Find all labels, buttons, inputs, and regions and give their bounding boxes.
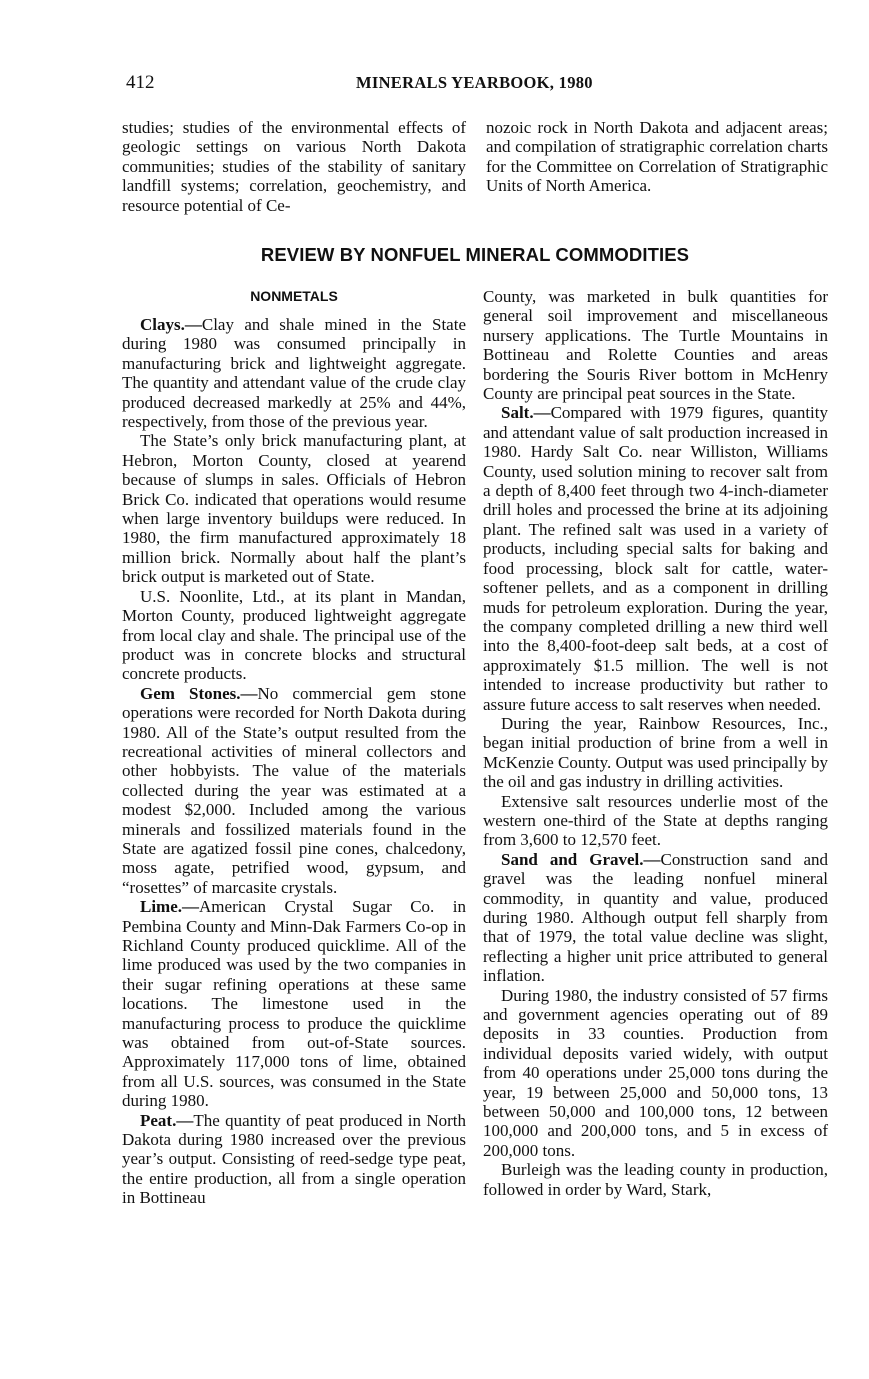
- intro-right-column: [486, 118, 828, 196]
- paragraph-text: During the year, Rainbow Resources, Inc., began initial production of brine from a well in McKenzie County. Output was used principally by the oil and gas industry in drilling activities.: [483, 713, 828, 792]
- paragraph-lead: Lime.—: [140, 897, 200, 917]
- intro-left-paragraph: studies; studies of the environmental effects of geologic settings on various North Dakota communities; studies of the stability of sanitary landfill systems; correlation, geochemistry, and resource potential of Ce-: [122, 118, 466, 215]
- paragraph-text: American Crystal Sugar Co. in Pembina County and Minn-Dak Farmers Co-op in Richland County produced quicklime. All of the lime produced was used by the two companies in their sugar refining operations at these same locations. The limestone used in the manufacturing process to produce the quicklime was obtained from out-of-State sources. Approximately 117,000 tons of lime, obtained from all U.S. sources, was consumed in the State during 1980.: [122, 897, 466, 1111]
- subsection-heading: NONMETALS: [250, 288, 338, 304]
- paragraph-burleigh: [483, 1160, 828, 1199]
- paragraph-lead: Salt.—: [501, 403, 551, 423]
- intro-left-column: [122, 118, 466, 215]
- paragraph-salt: [483, 403, 828, 714]
- paragraph-industry-1980: [483, 986, 828, 1161]
- paragraph-text: During 1980, the industry consisted of 57 firms and government agencies operating out of 89 deposits in 33 counties. Production from individual deposits varied widely, with output from 40 operations under 25,000 tons during the year, 19 between 25,000 and 50,000 tons, 13 between 50,000 and 100,000 tons, 12 between 100,000 and 200,000 tons, and 5 in excess of 200,000 tons.: [483, 985, 828, 1160]
- intro-right-paragraph: nozoic rock in North Dakota and adjacent areas; and compilation of stratigraphic correlation charts for the Committee on Correlation of Stratigraphic Units of North America.: [486, 118, 828, 196]
- paragraph-text: Extensive salt resources underlie most of the western one-third of the State at depths ranging from 3,600 to 12,570 feet.: [483, 791, 828, 850]
- paragraph-text: The State’s only brick manufacturing plant, at Hebron, Morton County, closed at yearend because of slumps in sales. Officials of Hebron Brick Co. indicated that operations would resume when large inventory buildups were reduced. In 1980, the firm manufactured approximately 18 million brick. Normally about half the plant’s brick output is marketed out of State.: [122, 431, 466, 587]
- paragraph-salt-resources: [483, 792, 828, 850]
- paragraph-text: The quantity of peat produced in North Dakota during 1980 increased over the previous year’s output. Consisting of reed-sedge type peat, the entire production, all from a single operation in Bottineau: [122, 1110, 466, 1208]
- paragraph-lead: Gem Stones.—: [140, 683, 258, 703]
- paragraph-text: County, was marketed in bulk quantities for general soil improvement and miscellaneous nursery applications. The Turtle Mountains in Bottineau and Rolette Counties and areas bordering the Souris River bottom in McHenry County are principal peat sources in the State.: [483, 287, 828, 404]
- paragraph-lead: Sand and Gravel.—: [501, 849, 661, 869]
- paragraph-text: Burleigh was the leading county in production, followed in order by Ward, Stark,: [483, 1160, 828, 1199]
- paragraph-rainbow-resources: [483, 714, 828, 792]
- right-column: [483, 287, 828, 1199]
- paragraph-text: Construction sand and gravel was the leading nonfuel mineral commodity, in quantity and value, produced during 1980. Although output fell sharply from that of 1979, the total value decline was slight, reflecting a higher unit price attributed to general inflation.: [483, 849, 828, 986]
- page-number: 412: [126, 72, 155, 93]
- paragraph-text: Clay and shale mined in the State during 1980 was consumed principally in manufacturing brick and lightweight aggregate. The quantity and attendant value of the crude clay produced decreased markedly at 25% and 44%, respectively, from those of the previous year.: [122, 315, 466, 432]
- paragraph-peat-continued: [483, 287, 828, 403]
- paragraph-lead: Peat.—: [140, 1110, 194, 1130]
- paragraph-lead: Clays.—: [140, 315, 202, 334]
- paragraph-gem-stones: [122, 684, 466, 897]
- paragraph-peat: [122, 1111, 466, 1208]
- paragraph-brick-plant: [122, 431, 466, 586]
- paragraph-lime: [122, 897, 466, 1110]
- running-title: MINERALS YEARBOOK, 1980: [356, 73, 593, 92]
- paragraph-text: U.S. Noonlite, Ltd., at its plant in Mandan, Morton County, produced lightweight aggregate from local clay and shale. The principal use of the product was in concrete blocks and structural concrete products.: [122, 586, 466, 684]
- section-title: REVIEW BY NONFUEL MINERAL COMMODITIES: [260, 244, 690, 265]
- paragraph-clays: [122, 315, 466, 431]
- paragraph-noonlite: [122, 587, 466, 684]
- paragraph-text: No commercial gem stone operations were recorded for North Dakota during 1980. All of the State’s output resulted from the recreational activities of mineral collectors and other hobbyists. The value of the materials collected during the year was estimated at a modest $2,000. Included among the various minerals and fossilized materials found in the State are agatized fossil pine cones, chalcedony, moss agate, petrified wood, gypsum, and “rosettes” of marcasite crystals.: [122, 683, 466, 897]
- paragraph-sand-gravel: [483, 850, 828, 986]
- left-column: [122, 287, 466, 1208]
- paragraph-text: Compared with 1979 figures, quantity and attendant value of salt production increased in 1980. Hardy Salt Co. near Williston, Williams County, used solution mining to recover salt from a depth of 8,400 feet through two 4-inch-diameter drill holes and processed the brine at its adjoining plant. The refined salt was used in a variety of products, including special salts for baking and food processing, block salt for cattle, water-softener pellets, and as a component in drilling muds for petroleum exploration. During the year, the company completed drilling a new third well into the 8,400-foot-deep salt beds, at a cost of approximately $1.5 million. The well is not intended to increase productivity but rather to assure future access to salt reserves when needed.: [483, 403, 828, 714]
- running-head: [126, 72, 826, 98]
